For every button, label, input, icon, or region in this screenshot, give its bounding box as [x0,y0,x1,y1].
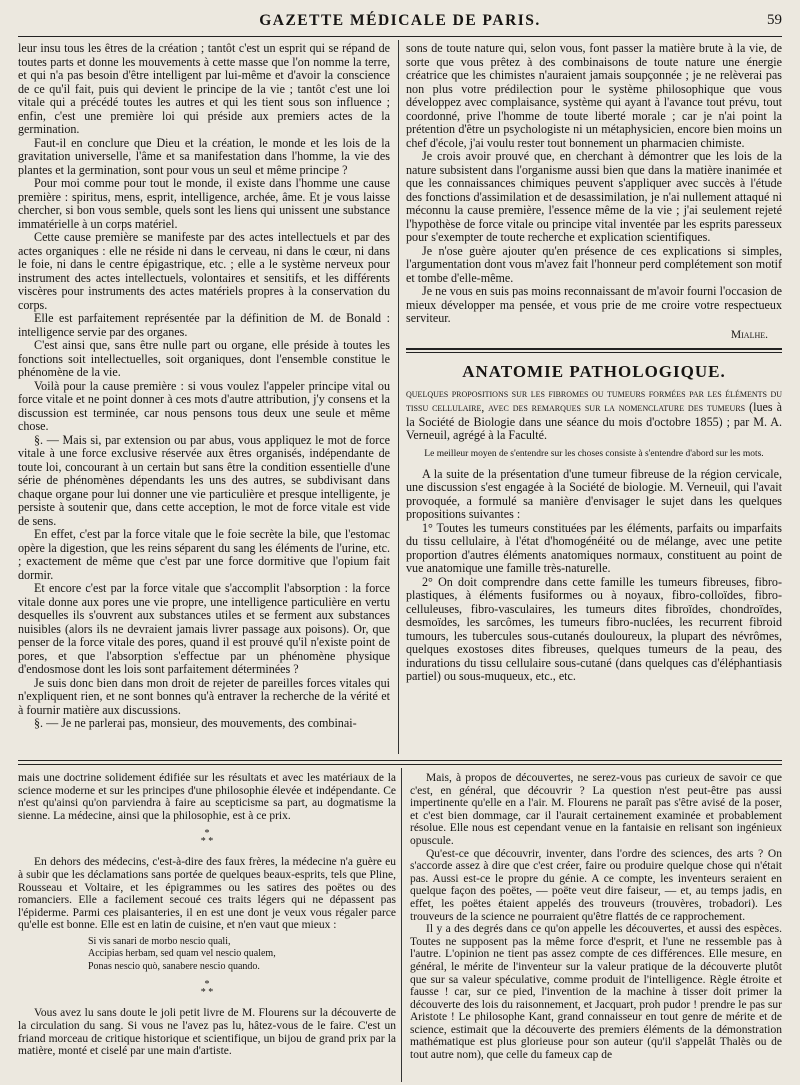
paragraph: Elle est parfaitement représentée par la définition de M. de Bonald : intelligence servie par des organes. [18,311,390,339]
latin-verse [88,936,396,974]
paragraph: A la suite de la présentation d'une tumeur fibreuse de la région cervicale, une discussion s'est engagée à la Société de biologie. M. Verneuil, qui l'avait provoquée, a formulé sa manière d'envisager le sujet dans les quelques propositions suivantes : [406,466,782,521]
subtitle-caps: quelques propositions sur les fibromes ou tumeurs formées par les éléments du tissu cellulaire, avec des remarques sur la nomenclature des tumeurs [406,387,782,414]
page-number: 59 [767,12,782,28]
section-rule [406,348,782,350]
journal-title: GAZETTE MÉDICALE DE PARIS. [259,12,541,29]
section-rule [406,352,782,353]
paragraph: C'est ainsi que, sans être nulle part ou organe, elle préside à toutes les fonctions soit intellectuelles, soit organiques, dont l'ensemble constitue le phénomène de la vie. [18,338,390,379]
paragraph: Je crois avoir prouvé que, en cherchant à démontrer que les lois de la nature subsistent dans l'organisme aussi bien que dans la matière inanimée et que les connaissances chimiques peuvent s'appliquer avec succès à l'étude des fonctions d'assimilation et de desassimilation, je n'ai nullement attaqué ni méconnu la cause première, l'essence même de la vie ; j'ai seulement rejeté l'hypothèse de force vitale ou principe vital inventée par les esprits paresseux pour s'exempter de toute recherche et explication scientifiques. [406,149,782,244]
verse-line: Si vis sanari de morbo nescio quali, [88,935,231,947]
feuilleton-rule [18,760,782,761]
paragraph: §. — Mais si, par extension ou par abus, vous appliquez le mot de force vitale à une force exclusive réservée aux êtres organisés, indépendante de toute loi, concourant à un certain but sans être la condition essentielle d'une série de phénomènes dépendants les uns des autres, se subdivisant dans chaque organe pour lui donner une vie particulière et presque intelligente, je persiste à soutenir que, dans cette acception, le mot de force vitale est vide de sens. [18,432,390,528]
paragraph: En effet, c'est par la force vitale que le foie secrète la bile, que l'estomac opère la digestion, que les reins séparent du sang les éléments de l'urine, etc. ; exactement de même que c'est par une force dormitive que l'opium fait dormir. [18,527,390,582]
article-subtitle [406,387,782,443]
paragraph: sons de toute nature qui, selon vous, font passer la matière brute à la vie, de sorte que vous prêtez à des combinaisons de toute nature une énergie créatrice que les chimistes n'auraient jamais soupçonnée ; je ne relèverai pas non plus votre prédilection pour le système philosophique que vous développez avec complaisance, système qui ayant à l'avance tout prévu, tout coordonné, prive l'homme de toute liberté morale ; car je n'ai point la prétention d'être un psychologiste ni un métaphysicien, encore bien moins un chef d'école, j'ai voulu rester tout bonnement un pharmacien chimiste. [406,42,782,150]
epigraph: Le meilleur moyen de s'entendre sur les choses consiste à s'entendre d'abord sur les mots. [424,448,764,459]
paragraph: Et encore c'est par la force vitale que s'accomplit l'absorption : la force vitale donne aux pores une vie propre, une intelligence particulière en vertu desquelles ils s'ouvrent aux substances utiles et se ferment aux substances nuisibles (alors ils ne devraient jamais livrer passage aux poisons). Or, que penser de la force vitale des pores, quand il est prouvé qu'il n'existe point de pores, et que l'absorption s'effectue par un phénomène physique d'endosmose dont les lois sont parfaitement déterminées ? [18,581,390,676]
paragraph: leur insu tous les êtres de la création ; tantôt c'est un esprit qui se répand de toutes parts et donne les mouvements à cette masse que l'on nomme la terre, et qui n'a pas besoin d'être intelligent par lui-même et d'avoir la conscience de ce qu'il fait, puis qui devient le principe de la vie ; tantôt c'est une loi vitale qui a précédé toutes les autres et qui les tient sous son influence ; enfin, c'est une première loi qui préside aux premiers actes de la germination. [18,42,390,136]
lower-left-column [18,772,396,1082]
paragraph: Je suis donc bien dans mon droit de rejeter de pareilles forces vitales qui n'expliquent rien, et ne sont bonnes qu'à entraver la recherche de la vérité et à fournir matière aux discussions. [18,675,390,717]
feuilleton-rule [18,764,782,765]
verse-line: Ponas nescio quò, sanabere nescio quando. [88,960,260,972]
upper-left-column [18,42,390,754]
paragraph: Faut-il en conclure que Dieu et la création, le monde et les lois de la gravitation universelle, l'âme et sa manifestation dans l'homme, la vie des plantes et la germination, sont pour vous un seul et même principe ? [18,135,390,177]
paragraph: mais une doctrine solidement édifiée sur les résultats et avec les matériaux de la science moderne et sur les principes d'une philosophie élevée et indépendante. Ce n'est qu'ainsi qu'on parviendra à faire au scepticisme sa part, au dogmatisme la sienne. La médecine, ainsi que la philosophie, est à ce prix. [18,772,396,822]
paragraph: Qu'est-ce que découvrir, inventer, dans l'ordre des sciences, des arts ? On s'accorde assez à dire que c'est créer, faire ou produire quelque chose qui n'était pas. Aussi est-ce le propre du génie. A ce compte, les inventeurs seraient en quelque façon des poëtes, — poëte veut dire faiseur, — et, au temps jadis, en effet, les poëtes étaient appelés des trouveurs (trouvères, trobadori). Les trouveurs de la science ne pourraient qu'être flattés de ce rapprochement. [410,847,782,923]
section-title: ANATOMIE PATHOLOGIQUE. [462,362,726,381]
section-separator: * * * [200,979,214,999]
lower-right-column [410,772,782,1082]
paragraph: Je ne vous en suis pas moins reconnaissant de m'avoir fourni l'occasion de mieux développer ma pensée, et vous prie de me croire votre respectueux serviteur. [406,284,782,325]
upper-right-column [406,42,782,754]
section-separator: * * * [200,828,214,848]
paragraph: Cette cause première se manifeste par des actes intellectuels et par des actes organiques : elle ne réside ni dans le cerveau, ni dans le cœur, ni dans le foie, ni dans le centre épigastrique, etc. ; elle a le système nerveux pour instrument des actes intellectuels, volontaires et sensitifs, et les différents viscères pour instruments des actes matériels propres à la conservation du corps. [18,230,390,312]
paragraph: 2° On doit comprendre dans cette famille les tumeurs fibreuses, fibro-plastiques, à éléments fusiformes ou à noyaux, fibro-colloïdes, fibro-celluleuses, fibro-vasculaires, les tumeurs dites fibroïdes, chondroïdes, desmoïdes, les sarcômes, les tumeurs fibro-nuclées, les recurrent fibroid tumours, les tubercules sous-cutanés douloureux, la plupart des névrômes, quelques exostoses dites fibreuses, quelques tumeurs de la peau, des indurations du tissu cellulaire sous-cutané (dans quelques cas d'éléphantiasis partiel) ou sous-muqueux, etc., etc. [406,574,782,683]
paragraph: En dehors des médecins, c'est-à-dire des faux frères, la médecine n'a guère eu à subir que les déclamations sans portée de quelques beaux-esprits, tels que Pline, Rousseau et Voltaire, et les épigrammes ou les satires des poëtes ou des romanciers. Elle a facilement secoué ces traits légers qui ne dépassent pas l'épiderme. Parmi ces plaisanteries, il en est une dont je veux vous régaler parce qu'elle est bonne. Elle est en latin de cuisine, et n'en vaut que mieux : [18,856,396,932]
paragraph: Voilà pour la cause première : si vous voulez l'appeler principe vital ou force vitale et ne point donner à ces mots d'autre attribution, j'y consens et la discussion est terminée, car nous pensons tous deux une seule et même chose. [18,378,390,433]
paragraph: Mais, à propos de découvertes, ne serez-vous pas curieux de savoir ce que c'est, en général, que découvrir ? La question n'est peut-être pas aussi impertinente qu'elle en a l'air. M. Flourens ne paraît pas s'être avisé de la poser, et c'est bien dommage, car il l'aurait certainement examinée et probablement résolue. Elle nous est cependant venue en la fantaisie en relisant son ingénieux opuscule. [410,772,782,847]
verse-line: Accipias herbam, sed quam vel nescio qualem, [88,948,276,960]
paragraph: Pour moi comme pour tout le monde, il existe dans l'homme une cause première : spiritus, mens, esprit, intelligence, archée, âme. Et je vous laisse chercher, si bon vous semble, quels sont les liens qui unissent une substance immatérielle à un corps matériel. [18,176,390,231]
header-rule [18,36,782,37]
paragraph: 1° Toutes les tumeurs constituées par les éléments, parfaits ou imparfaits du tissu cellulaire, à l'état d'homogénéité ou de mélange, avec une petite proportion d'autres éléments anatomiques normaux, constituent au point de vue anatomique une famille très-naturelle. [406,520,782,575]
paragraph: Il y a des degrés dans ce qu'on appelle les découvertes, et aussi des espèces. Toutes ne supposent pas la même force d'esprit, et l'une ne ressemble pas à l'autre. L'opinion ne tient pas assez compte de ces différences. Elle mesure, en général, le mérite de l'inventeur sur la valeur pratique de la découverte plutôt que sur sa valeur spéculative, comme produit de l'intelligence. Règle étroite et fausse ! car, sur ce pied, l'invention de la machine à tisser doit primer la découverte des lois du raisonnement, et Jacquart, proh pudor ! prendre le pas sur Aristote ! Le philosophe Kant, grand connaisseur en tout genre de mérite et de science, estimait que la découverte des premiers éléments de la démonstration mathématique est plus glorieuse pour son auteur (qu'il s'appelât Thalès ou de tout autre nom), que celle du fameux cap de [410,923,782,1062]
paragraph: §. — Je ne parlerai pas, monsieur, des mouvements, des combinai- [34,716,357,730]
column-divider [401,768,402,1082]
paragraph: Je n'ose guère ajouter qu'en présence de ces explications si simples, l'argumentation dont vous m'avez fait l'honneur perd complétement son motif et tombe d'elle-même. [406,243,782,285]
author-signature: Mialhe. [730,328,768,341]
page-header [18,10,782,36]
subtitle-rest: (lues à la Société de Biologie dans une séance du mois d'octobre 1855) ; par M. A. Verneuil, agrégé à la Faculté. [406,400,782,442]
column-divider [398,40,399,754]
paragraph: Vous avez lu sans doute le joli petit livre de M. Flourens sur la découverte de la circulation du sang. Si vous ne l'avez pas lu, hâtez-vous de le faire. C'est un friand morceau de critique historique et scientifique, un bijou de grand prix par la matière, monté et ciselé par une main d'artiste. [18,1007,396,1058]
